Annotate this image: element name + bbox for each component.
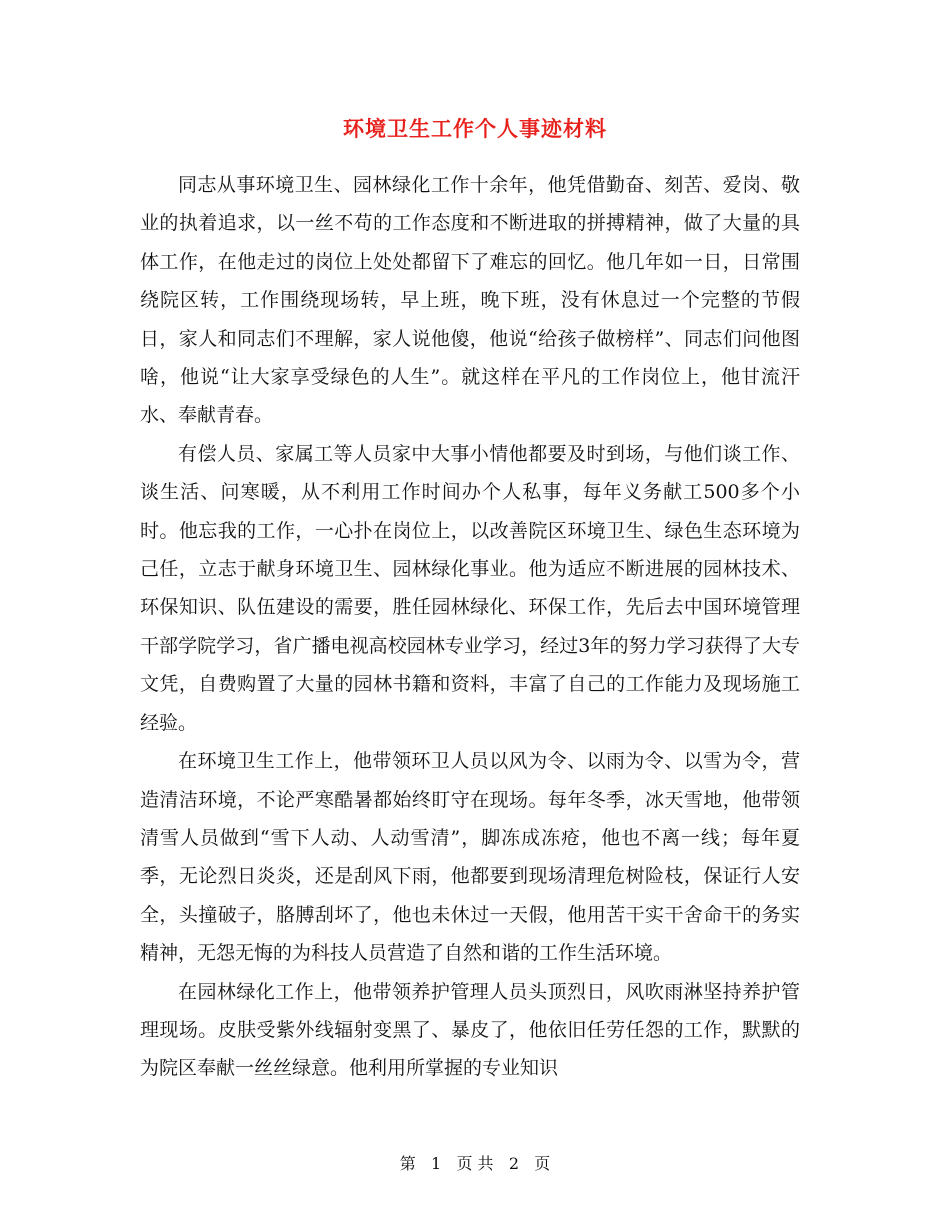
page-total: 2 bbox=[508, 1154, 520, 1173]
page-footer bbox=[0, 1152, 950, 1176]
page-label-mid: 页 共 bbox=[456, 1154, 494, 1173]
page-label-suffix: 页 bbox=[534, 1154, 551, 1173]
paragraph-2: 有偿人员、家属工等人员家中大事小情他都要及时到场，与他们谈工作、谈生活、问寒暖，从不利用工作时间办个人私事，每年义务献工500多个小时。他忘我的工作，一心扑在岗位上，以改善院区环境卫生、绿色生态环境为己任，立志于献身环境卫生、园林绿化事业。他为适应不断进展的园林技术、环保知识、队伍建设的需要，胜任园林绿化、环保工作，先后去中国环境管理干部学院学习，省广播电视高校园林专业学习，经过3年的努力学习获得了大专文凭，自费购置了大量的园林书籍和资料，丰富了自己的工作能力及现场施工经验。 bbox=[140, 442, 800, 734]
document-body bbox=[140, 166, 800, 1088]
paragraph-1: 同志从事环境卫生、园林绿化工作十余年，他凭借勤奋、刻苦、爱岗、敬业的执着追求，以一丝不苟的工作态度和不断进取的拼搏精神，做了大量的具体工作，在他走过的岗位上处处都留下了难忘的回忆。他几年如一日，日常围绕院区转，工作围绕现场转，早上班，晚下班，没有休息过一个完整的节假日，家人和同志们不理解，家人说他傻，他说“给孩子做榜样”、同志们问他图啥，他说“让大家享受绿色的人生”。就这样在平凡的工作岗位上，他甘流汗水、奉献青春。 bbox=[140, 174, 800, 427]
page-current: 1 bbox=[430, 1154, 442, 1173]
document-title: 环境卫生工作个人事迹材料 bbox=[343, 116, 607, 141]
paragraph-3: 在环境卫生工作上，他带领环卫人员以风为令、以雨为令、以雪为令，营造清洁环境，不论严寒酷暑都始终盯守在现场。每年冬季，冰天雪地，他带领清雪人员做到“雪下人动、人动雪清”，脚冻成冻疮，他也不离一线；每年夏季，无论烈日炎炎，还是刮风下雨，他都要到现场清理危树险枝，保证行人安全，头撞破子，胳膊刮坏了，他也未休过一天假，他用苦干实干舍命干的务实精神，无怨无悔的为科技人员营造了自然和谐的工作生活环境。 bbox=[140, 750, 800, 965]
paragraph-4: 在园林绿化工作上，他带领养护管理人员头顶烈日，风吹雨淋坚持养护管理现场。皮肤受紫外线辐射变黑了、暴皮了，他依旧任劳任怨的工作，默默的为院区奉献一丝丝绿意。他利用所掌握的专业知识 bbox=[140, 980, 800, 1080]
page-label-prefix: 第 bbox=[399, 1154, 416, 1173]
